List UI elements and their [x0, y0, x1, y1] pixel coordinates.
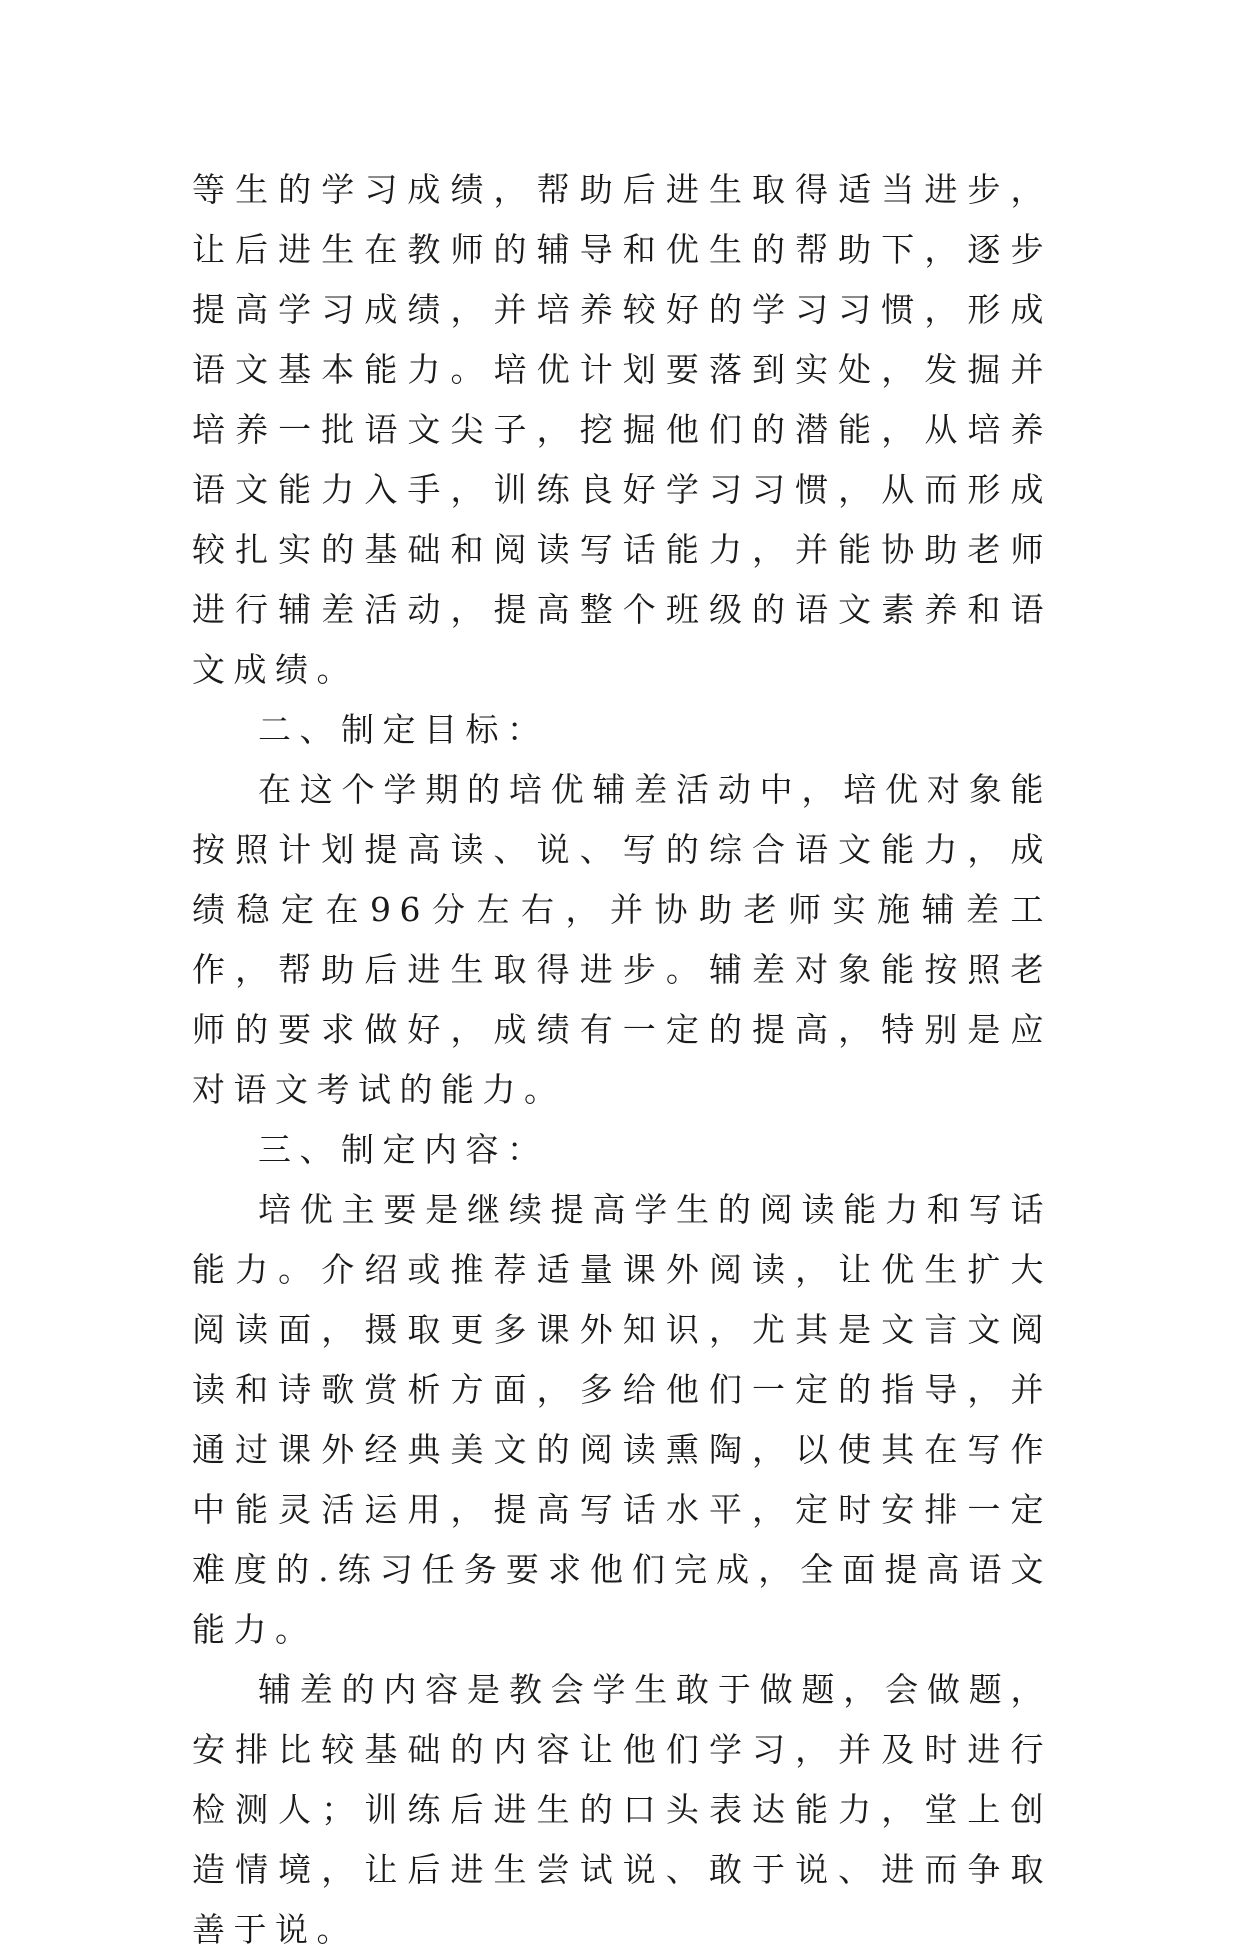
section-heading-content: 三、制定内容： [258, 1130, 549, 1169]
document-body [192, 160, 1052, 1960]
paragraph-struggling-students: 辅差的内容是教会学生敢于做题，会做题，安排比较基础的内容让他们学习，并及时进行检测人；训练后进生的口头表达能力，堂上创造情境，让后进生尝试说、敢于说、进而争取善于说。 [192, 1670, 1052, 1949]
paragraph-continuation: 等生的学习成绩，帮助后进生取得适当进步，让后进生在教师的辅导和优生的帮助下，逐步提高学习成绩，并培养较好的学习习惯，形成语文基本能力。培优计划要落到实处，发掘并培养一批语文尖子，挖掘他们的潜能，从培养语文能力入手，训练良好学习习惯，从而形成较扎实的基础和阅读写话能力，并能协助老师进行辅差活动，提高整个班级的语文素养和语文成绩。 [192, 170, 1052, 689]
paragraph-top-students: 培优主要是继续提高学生的阅读能力和写话能力。介绍或推荐适量课外阅读，让优生扩大阅读面，摄取更多课外知识，尤其是文言文阅读和诗歌赏析方面，多给他们一定的指导，并通过课外经典美文的阅读熏陶，以使其在写作中能灵活运用，提高写话水平，定时安排一定难度的.练习任务要求他们完成，全面提高语文能力。 [192, 1190, 1052, 1649]
paragraph-goals: 在这个学期的培优辅差活动中，培优对象能按照计划提高读、说、写的综合语文能力，成绩稳定在96分左右，并协助老师实施辅差工作，帮助后进生取得进步。辅差对象能按照老师的要求做好，成绩有一定的提高，特别是应对语文考试的能力。 [192, 770, 1052, 1109]
section-heading-goals: 二、制定目标： [258, 710, 549, 749]
